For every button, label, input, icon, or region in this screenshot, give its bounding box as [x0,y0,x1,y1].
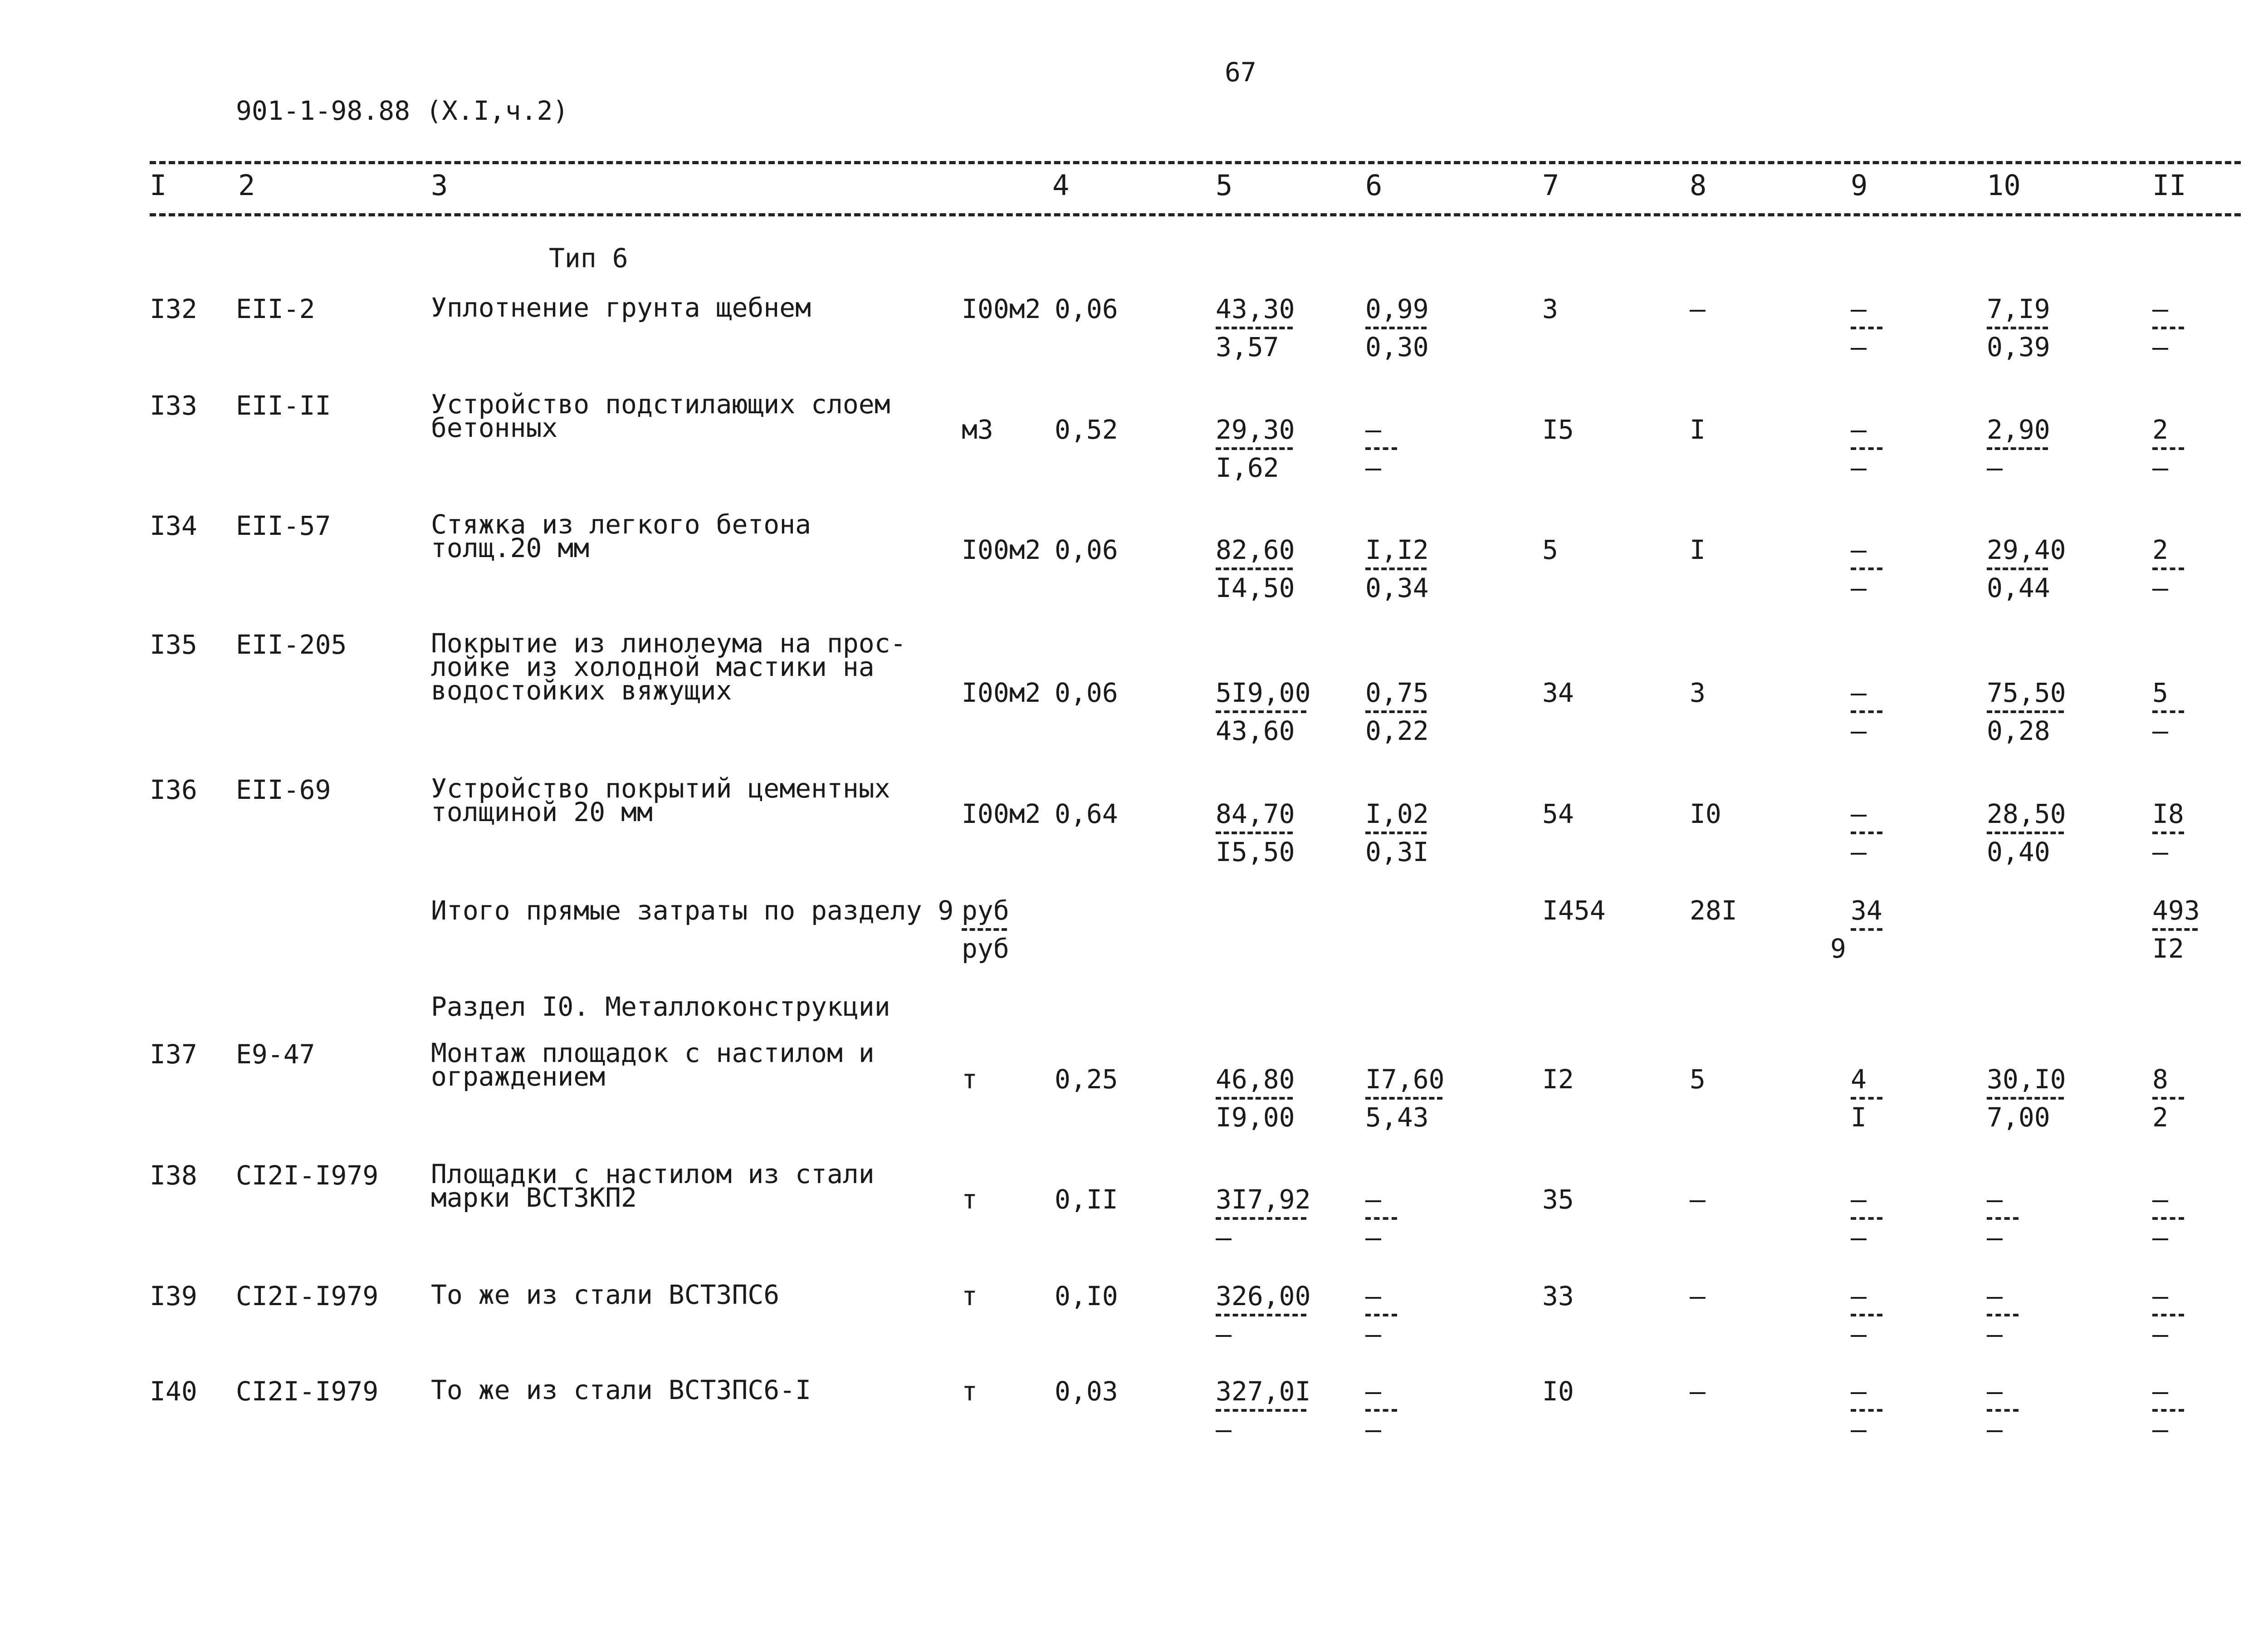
col7-value: 54 [1542,798,1574,829]
fraction-denominator: – [1851,1414,1867,1445]
fraction-bar [1851,567,1882,570]
fraction-numerator: 43,30 [1216,294,1295,324]
col9-fraction [1851,296,1987,364]
row-name: То же из стали ВСТ3ПС6-I [431,1375,811,1405]
col8-value: I [1690,534,1706,565]
fraction-numerator: 4 [1851,1064,1867,1095]
fraction-bar [1216,567,1293,570]
row-unit: т [962,1281,978,1311]
row-quantity: 0,II [1055,1184,1118,1215]
fraction-bar [2152,710,2184,713]
document-code: 901-1-98.88 (X.I,ч.2) [236,95,569,126]
row-unit: т [962,1184,978,1215]
col11-fraction [2152,534,2268,605]
fraction-numerator: 3I7,92 [1216,1184,1311,1215]
fraction-bar [1365,1314,1397,1316]
fraction-bar [1365,710,1427,713]
row-unit: I00м2 [962,294,1041,324]
row-number: I36 [150,774,197,805]
fraction-numerator: 28,50 [1987,798,2066,829]
fraction-denominator: – [1987,1222,2003,1253]
fraction-denominator: – [1987,1319,2003,1350]
fraction-bar [1987,832,2064,834]
fraction-denominator: I4,50 [1216,572,1295,603]
fraction-numerator: – [1365,1184,1381,1215]
fraction-numerator: 326,00 [1216,1281,1311,1311]
fraction-bar [1216,327,1293,329]
fraction-numerator: 84,70 [1216,798,1295,829]
row-code: EII-II [236,390,331,421]
fraction-numerator: – [1365,414,1381,445]
fraction-denominator: 0,3I [1365,837,1429,867]
fraction-numerator: 8 [2152,1064,2168,1095]
section-10-title: Раздел I0. Металлоконструкции [431,991,890,1022]
row-unit: т [962,1064,978,1095]
row-name: Устройство покрытий цементных толщиной 20 мм [431,773,890,827]
fraction-numerator: – [2152,1184,2168,1215]
fraction-bar [1365,832,1427,834]
fraction-numerator: 7,I9 [1987,294,2050,324]
fraction-bar [2152,447,2184,450]
row-number: I38 [150,1160,197,1191]
col-header-9: 9 [1851,169,1868,202]
col8-value: 3 [1690,677,1706,708]
fraction-numerator: 327,0I [1216,1376,1311,1407]
fraction-denominator: – [1851,1319,1867,1350]
section-type-6: Тип 6 [549,243,628,274]
col11-fraction [2152,296,2268,364]
col10-fraction [1987,677,2123,748]
col9-fraction [1851,1066,1987,1134]
fraction-bar [2152,567,2184,570]
row-quantity: 0,06 [1055,677,1118,708]
row-quantity: 0,64 [1055,798,1118,829]
fraction-bar [1216,1314,1306,1316]
col9-fraction [1851,1378,1987,1446]
fraction-denominator: – [2152,332,2168,362]
fraction-bar [1851,1097,1882,1100]
col6-fraction [1365,296,1501,364]
col10-fraction [1987,1186,2123,1254]
fraction-bar [2152,327,2184,329]
col10-fraction [1987,534,2123,605]
col9-fraction [1851,1283,1987,1351]
fraction-bar [1851,1217,1882,1220]
col-header-4: 4 [1052,169,1070,202]
fraction-bar [1987,1409,2019,1412]
row-unit: I00м2 [962,798,1041,829]
fraction-numerator: – [1987,1376,2003,1407]
col-header-10: 10 [1987,169,2021,202]
col9-fraction [1851,798,1987,869]
fraction-bar [1365,447,1397,450]
fraction-numerator: – [1987,1281,2003,1311]
row-quantity: 0,I0 [1055,1281,1118,1311]
fraction-denominator: I5,50 [1216,837,1295,867]
fraction-numerator: – [1851,798,1867,829]
fraction-denominator: – [1365,1222,1381,1253]
fraction-denominator: – [1987,1414,2003,1445]
fraction-numerator: – [1851,1376,1867,1407]
col5-fraction [1216,1378,1352,1446]
col11-fraction [2152,1283,2268,1351]
fraction-numerator: – [2152,1376,2168,1407]
row-quantity: 0,03 [1055,1376,1118,1407]
fraction-bar [1216,1409,1306,1412]
fraction-denominator: – [1851,452,1867,483]
col7-value: I2 [1542,1064,1574,1095]
fraction-bar [1987,1217,2019,1220]
row-code: CI2I-I979 [236,1281,379,1311]
col-header-5: 5 [1216,169,1233,202]
fraction-denominator: 0,28 [1987,715,2050,746]
col11-fraction [2152,798,2268,869]
fraction-denominator: – [1851,572,1867,603]
fraction-denominator: I2 [2152,933,2184,964]
total-unit-fraction [962,897,1098,965]
col6-fraction [1365,1283,1501,1351]
col5-fraction [1216,1186,1352,1254]
row-number: I33 [150,390,197,421]
fraction-numerator: 0,75 [1365,677,1429,708]
col11-fraction [2152,677,2268,748]
fraction-denominator: – [2152,1222,2168,1253]
fraction-numerator: – [1851,294,1867,324]
fraction-bar [1851,832,1882,834]
fraction-denominator: – [1216,1222,1232,1253]
fraction-numerator: 30,I0 [1987,1064,2066,1095]
fraction-numerator: 29,40 [1987,534,2066,565]
col11-fraction [2152,1066,2268,1134]
fraction-bar [2152,1409,2184,1412]
col7-value: 35 [1542,1184,1574,1215]
fraction-denominator: 0,30 [1365,332,1429,362]
fraction-bar [1365,1217,1397,1220]
fraction-denominator: – [2152,837,2168,867]
fraction-numerator: – [1851,1184,1867,1215]
fraction-denominator: I9,00 [1216,1102,1295,1133]
col8-value: – [1690,294,1706,324]
col-header-8: 8 [1690,169,1707,202]
fraction-numerator: 5 [2152,677,2168,708]
col5-fraction [1216,296,1352,364]
col-header-3: 3 [431,169,448,202]
col11-fraction [2152,1378,2268,1446]
fraction-denominator: – [1851,1222,1867,1253]
row-quantity: 0,06 [1055,534,1118,565]
fraction-bar [1216,1217,1306,1220]
col7-value: 34 [1542,677,1574,708]
col7-value: 33 [1542,1281,1574,1311]
fraction-denominator: 43,60 [1216,715,1295,746]
fraction-denominator: – [2152,1414,2168,1445]
fraction-numerator: 493 [2152,895,2200,926]
fraction-denominator: I,62 [1216,452,1279,483]
fraction-denominator: – [1851,837,1867,867]
col6-fraction [1365,534,1501,605]
row-name: Монтаж площадок с настилом и ограждением [431,1037,875,1092]
fraction-denominator: – [2152,1319,2168,1350]
col5-fraction [1216,534,1352,605]
col5-fraction [1216,677,1352,748]
fraction-denominator: 0,44 [1987,572,2050,603]
total-col9-fraction [1830,895,1987,965]
page-number: 67 [1225,57,1256,88]
fraction-numerator: – [2152,1281,2168,1311]
row-name: Устройство подстилающих слоем бетонных [431,389,890,443]
fraction-denominator: – [1987,452,2003,483]
col10-fraction [1987,1283,2123,1351]
col6-fraction [1365,1066,1501,1134]
fraction-denominator: руб [962,933,1009,964]
fraction-numerator: 5I9,00 [1216,677,1311,708]
col5-fraction [1216,798,1352,869]
fraction-bar [2152,1217,2184,1220]
fraction-bar [1851,710,1882,713]
row-code: CI2I-I979 [236,1160,379,1191]
col8-value: I0 [1690,798,1721,829]
col5-fraction [1216,1066,1352,1134]
row-number: I34 [150,510,197,541]
row-quantity: 0,25 [1055,1064,1118,1095]
col6-fraction [1365,416,1501,484]
col8-value: – [1690,1281,1706,1311]
row-number: I32 [150,294,197,324]
col6-fraction [1365,798,1501,869]
row-unit: м3 [962,414,993,445]
fraction-numerator: I7,60 [1365,1064,1445,1095]
fraction-numerator: 0,99 [1365,294,1429,324]
fraction-numerator: руб [962,895,1009,926]
fraction-numerator: 2,90 [1987,414,2050,445]
row-code: CI2I-I979 [236,1376,379,1407]
col11-fraction [2152,1186,2268,1254]
fraction-denominator: – [1216,1414,1232,1445]
col8-value: 5 [1690,1064,1706,1095]
fraction-denominator: – [1216,1319,1232,1350]
fraction-numerator: – [1851,414,1867,445]
row-quantity: 0,52 [1055,414,1118,445]
col10-fraction [1987,416,2123,484]
col10-fraction [1987,296,2123,364]
col9-fraction [1851,1186,1987,1254]
row-number: I39 [150,1281,197,1311]
fraction-bar [1216,832,1293,834]
fraction-numerator: 2 [2152,414,2168,445]
fraction-bar [2152,1314,2184,1316]
row-unit: I00м2 [962,677,1041,708]
fraction-denominator: – [1851,715,1867,746]
fraction-numerator: 75,50 [1987,677,2066,708]
col-header-6: 6 [1365,169,1383,202]
total-col7: I454 [1542,895,1606,926]
fraction-numerator: – [1851,677,1867,708]
fraction-bar [1365,567,1427,570]
fraction-denominator: 7,00 [1987,1102,2050,1133]
header-rule-top [150,161,2241,164]
fraction-bar [1987,327,2048,329]
fraction-bar [2152,1097,2184,1100]
fraction-bar [1216,447,1293,450]
fraction-denominator: – [2152,572,2168,603]
fraction-bar [1987,1314,2019,1316]
fraction-numerator: I,I2 [1365,534,1429,565]
col10-fraction [1987,798,2123,869]
fraction-numerator: – [1987,1184,2003,1215]
col10-fraction [1987,1378,2123,1446]
fraction-bar [1365,327,1427,329]
fraction-bar [962,928,1007,931]
fraction-numerator: – [1851,1281,1867,1311]
fraction-bar [2152,832,2184,834]
fraction-bar [1851,1409,1882,1412]
fraction-bar [1365,1097,1442,1100]
col9-fraction [1851,416,1987,484]
fraction-denominator: 0,34 [1365,572,1429,603]
col9-fraction [1851,534,1987,605]
fraction-bar [1216,710,1306,713]
fraction-bar [1987,710,2064,713]
fraction-bar [1987,567,2048,570]
total-col11-fraction [2152,897,2268,965]
fraction-denominator: – [1851,332,1867,362]
fraction-denominator: 2 [2152,1102,2168,1133]
row-number: I37 [150,1039,197,1070]
fraction-numerator: 29,30 [1216,414,1295,445]
col9-fraction [1851,677,1987,748]
fraction-numerator: 2 [2152,534,2168,565]
row-name: Покрытие из линолеума на прос- лойке из холодной мастики на водостойких вяжущих [431,628,906,706]
fraction-denominator: – [2152,452,2168,483]
fraction-numerator: I8 [2152,798,2184,829]
fraction-denominator: – [2152,715,2168,746]
fraction-numerator: – [1365,1376,1381,1407]
col8-value: – [1690,1376,1706,1407]
fraction-bar [1851,327,1882,329]
col-header-11: II [2152,169,2186,202]
fraction-bar [1987,447,2048,450]
header-rule-bottom [150,213,2241,216]
fraction-denominator: 9 [1830,933,1846,964]
col5-fraction [1216,416,1352,484]
row-unit: I00м2 [962,534,1041,565]
fraction-bar [1987,1097,2064,1100]
row-code: E9-47 [236,1039,315,1070]
col11-fraction [2152,416,2268,484]
col-header-1: I [150,169,167,202]
col7-value: I5 [1542,414,1574,445]
col8-value: – [1690,1184,1706,1215]
fraction-denominator: 5,43 [1365,1102,1429,1133]
fraction-numerator: I,02 [1365,798,1429,829]
fraction-denominator: 3,57 [1216,332,1279,362]
col-header-7: 7 [1542,169,1559,202]
fraction-denominator: 0,22 [1365,715,1429,746]
fraction-numerator: 34 [1851,895,1882,926]
row-code: EII-69 [236,774,331,805]
row-code: EII-2 [236,294,315,324]
row-number: I40 [150,1376,197,1407]
total-label: Итого прямые затраты по разделу 9 [431,895,954,926]
col7-value: 5 [1542,534,1558,565]
col5-fraction [1216,1283,1352,1351]
col6-fraction [1365,1186,1501,1254]
col8-value: I [1690,414,1706,445]
total-col8: 28I [1690,895,1737,926]
fraction-bar [2152,928,2198,931]
fraction-numerator: – [1365,1281,1381,1311]
row-name: Площадки с настилом из стали марки ВСТ3КП2 [431,1159,875,1213]
fraction-denominator: – [1365,452,1381,483]
fraction-denominator: I [1851,1102,1867,1133]
fraction-bar [1851,447,1882,450]
fraction-denominator: – [1365,1414,1381,1445]
row-code: EII-57 [236,510,331,541]
col7-value: 3 [1542,294,1558,324]
col-header-2: 2 [238,169,255,202]
row-name: Уплотнение грунта щебнем [431,292,811,323]
fraction-denominator: 0,40 [1987,837,2050,867]
row-quantity: 0,06 [1055,294,1118,324]
col6-fraction [1365,1378,1501,1446]
fraction-bar [1851,928,1882,931]
col7-value: I0 [1542,1376,1574,1407]
fraction-numerator: – [1851,534,1867,565]
row-unit: т [962,1376,978,1407]
col6-fraction [1365,677,1501,748]
fraction-bar [1365,1409,1397,1412]
fraction-denominator: 0,39 [1987,332,2050,362]
fraction-bar [1216,1097,1293,1100]
fraction-numerator: – [2152,294,2168,324]
row-name: То же из стали ВСТ3ПС6 [431,1279,780,1310]
fraction-numerator: 82,60 [1216,534,1295,565]
col10-fraction [1987,1066,2123,1134]
row-number: I35 [150,629,197,660]
fraction-denominator: – [1365,1319,1381,1350]
fraction-bar [1851,1314,1882,1316]
row-name: Стяжка из легкого бетона толщ.20 мм [431,509,811,563]
fraction-numerator: 46,80 [1216,1064,1295,1095]
row-code: EII-205 [236,629,347,660]
